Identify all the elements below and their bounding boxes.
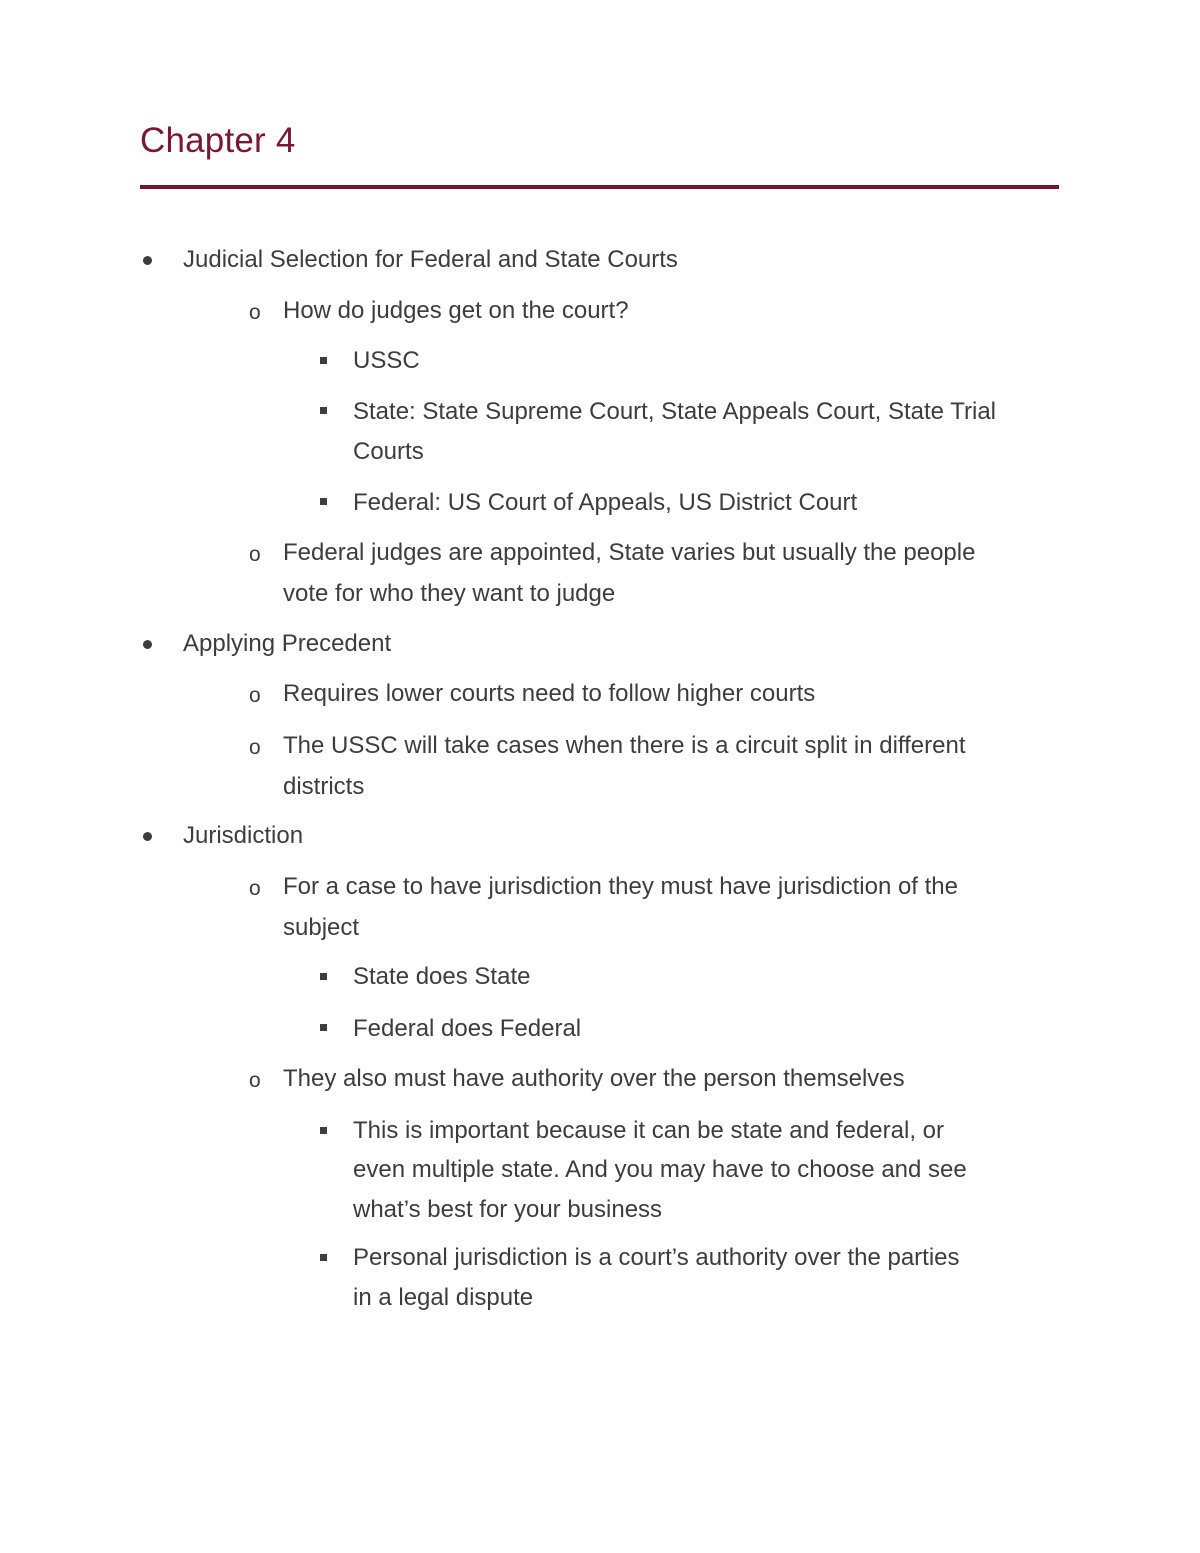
list-item-level1: Applying Precedent	[183, 630, 392, 657]
bullet-circle: o	[249, 301, 261, 324]
bullet-square	[320, 1127, 327, 1134]
list-item-level3: Federal does Federal	[353, 1015, 582, 1042]
list-item-level3-continuation: Courts	[353, 438, 424, 465]
bullet-circle: o	[249, 1069, 261, 1092]
bullet-square	[320, 407, 327, 414]
list-item-level3-continuation: what’s best for your business	[353, 1196, 663, 1223]
bullet-circle: o	[249, 736, 261, 759]
list-item-level2: Requires lower courts need to follow higher courts	[283, 680, 816, 707]
bullet-dot	[143, 640, 152, 649]
bullet-dot	[143, 256, 152, 265]
list-item-level2: They also must have authority over the person themselves	[283, 1065, 905, 1092]
bullet-square	[320, 357, 327, 364]
list-item-level3-continuation: even multiple state. And you may have to choose and see	[353, 1156, 967, 1183]
list-item-level1: Jurisdiction	[183, 822, 304, 849]
page-title: Chapter 4	[140, 121, 296, 160]
list-item-level3: This is important because it can be state and federal, or	[353, 1117, 944, 1144]
list-item-level2-continuation: vote for who they want to judge	[283, 580, 616, 607]
list-item-level2-continuation: districts	[283, 773, 365, 800]
list-item-level2-continuation: subject	[283, 914, 360, 941]
title-divider	[140, 185, 1059, 189]
list-item-level2: How do judges get on the court?	[283, 297, 629, 324]
bullet-circle: o	[249, 543, 261, 566]
list-item-level2: For a case to have jurisdiction they must have jurisdiction of the	[283, 873, 958, 900]
list-item-level3: State: State Supreme Court, State Appeals Court, State Trial	[353, 398, 997, 425]
list-item-level3-continuation: in a legal dispute	[353, 1284, 534, 1311]
bullet-square	[320, 1254, 327, 1261]
bullet-circle: o	[249, 877, 261, 900]
list-item-level2: The USSC will take cases when there is a circuit split in different	[283, 732, 966, 759]
bullet-square	[320, 498, 327, 505]
list-item-level3: Personal jurisdiction is a court’s authority over the parties	[353, 1244, 960, 1271]
list-item-level1: Judicial Selection for Federal and State Courts	[183, 246, 678, 273]
bullet-square	[320, 1024, 327, 1031]
bullet-square	[320, 973, 327, 980]
list-item-level3: Federal: US Court of Appeals, US District Court	[353, 489, 858, 516]
bullet-circle: o	[249, 684, 261, 707]
list-item-level3: State does State	[353, 963, 531, 990]
bullet-dot	[143, 832, 152, 841]
list-item-level3: USSC	[353, 347, 420, 374]
list-item-level2: Federal judges are appointed, State varies but usually the people	[283, 539, 976, 566]
